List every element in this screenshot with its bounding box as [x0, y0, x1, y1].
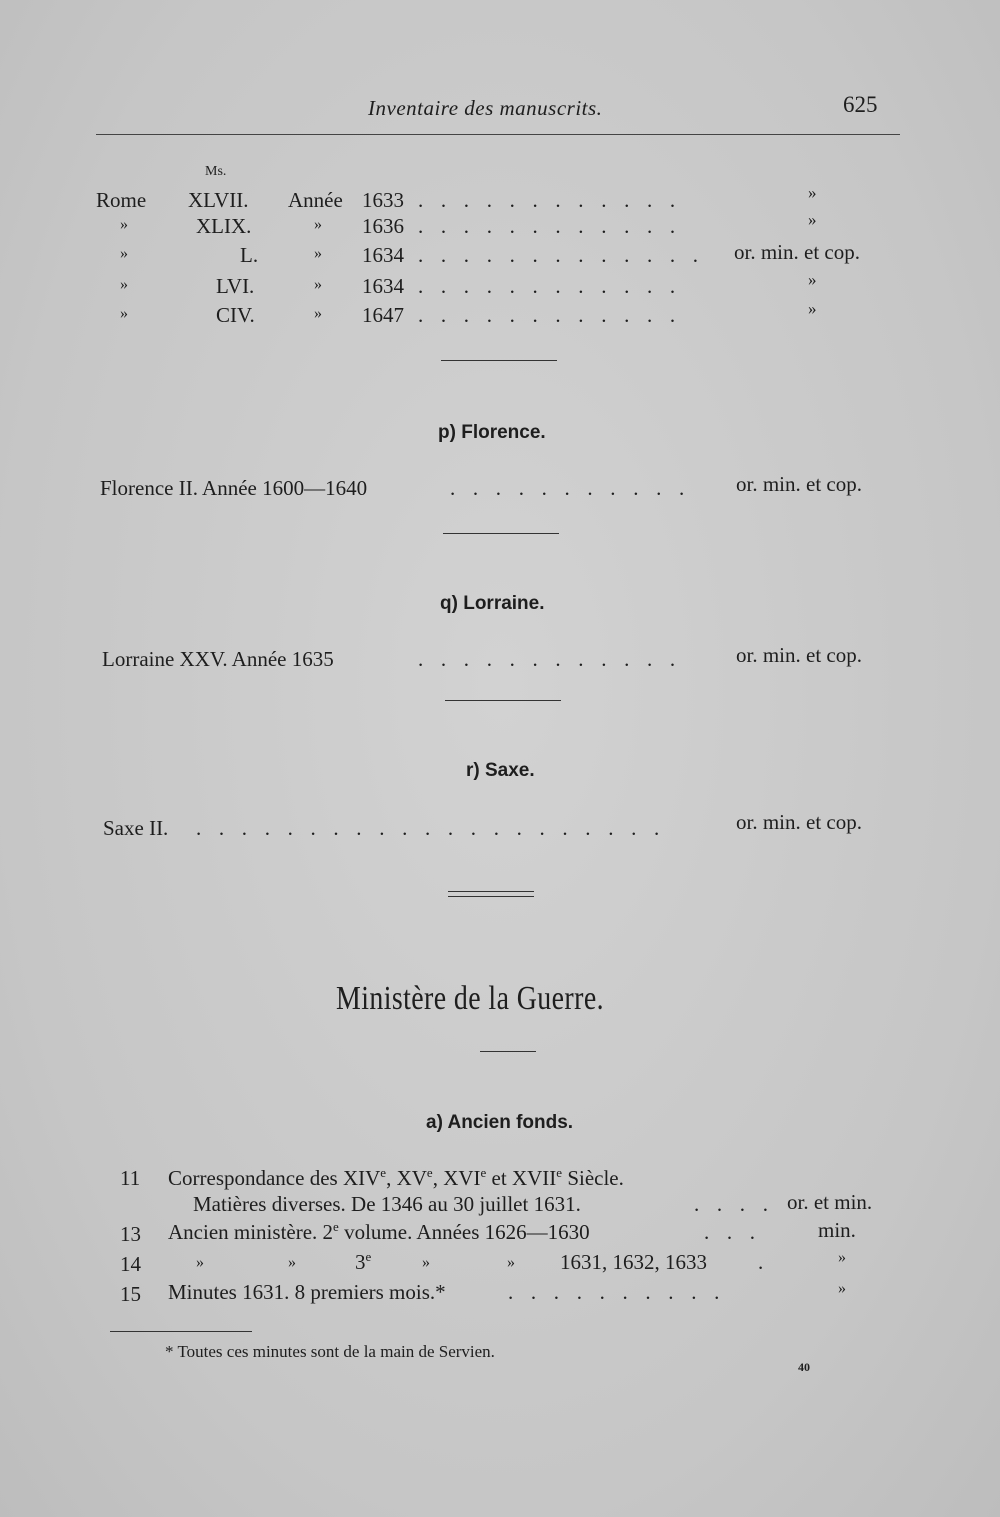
annee: »	[314, 305, 322, 322]
volume: CIV.	[216, 303, 255, 327]
year: 1636	[362, 214, 404, 238]
saxe-note: or. min. et cop.	[736, 810, 862, 834]
chapter-divider	[480, 1051, 536, 1052]
leader-dots: . . . . . . . . . . . .	[418, 303, 682, 327]
leader-dots: . . . . . . . . . . . . . . . . . . . . .	[196, 816, 666, 840]
leader-dots: . . . . . . . . . . . .	[418, 274, 682, 298]
note: or. min. et cop.	[734, 240, 860, 264]
section-divider	[443, 533, 559, 534]
volume: L.	[240, 243, 259, 267]
leader-dots: . . . . . . . . . . . . .	[418, 243, 705, 267]
entry-text: Ancien ministère. 2e volume. Années 1626—1630	[168, 1219, 590, 1244]
year: 1647	[362, 303, 404, 327]
note: »	[808, 270, 817, 289]
annee: »	[314, 276, 322, 293]
year: 1633	[362, 188, 404, 212]
entry-note: »	[838, 1280, 846, 1297]
entry-note: »	[838, 1249, 846, 1266]
volume-number: 3e	[355, 1249, 372, 1274]
year: 1634	[362, 274, 404, 298]
footnote: * Toutes ces minutes sont de la main de Servien.	[165, 1342, 495, 1361]
entry-number: 15	[120, 1282, 141, 1306]
leader-dots: . . . .	[694, 1192, 775, 1216]
footnote-rule	[110, 1331, 252, 1332]
place: »	[120, 245, 128, 262]
section-divider	[445, 700, 561, 701]
entry-years: 1631, 1632, 1633	[560, 1250, 707, 1274]
place: Rome	[96, 188, 147, 212]
leader-dots: .	[758, 1250, 764, 1274]
ditto-mark: »	[196, 1254, 204, 1271]
ditto-mark: »	[288, 1254, 296, 1271]
volume: XLVII.	[188, 188, 249, 212]
annee: »	[314, 216, 322, 233]
leader-dots: . . . . . . . . . . . .	[418, 647, 682, 671]
volume: LVI.	[216, 274, 255, 298]
signature-mark: 40	[798, 1360, 810, 1374]
section-heading-lorraine: q) Lorraine.	[440, 593, 545, 614]
ditto-mark: »	[422, 1254, 430, 1271]
chapter-title: Ministère de la Guerre.	[336, 980, 604, 1017]
leader-dots: . . . . . . . . . . . .	[418, 214, 682, 238]
leader-dots: . . .	[704, 1220, 762, 1244]
florence-entry: Florence II. Année 1600—1640	[100, 476, 368, 500]
year: 1634	[362, 243, 404, 267]
section-heading-ancien-fonds: a) Ancien fonds.	[426, 1112, 574, 1133]
header-rule	[96, 134, 900, 135]
lorraine-entry: Lorraine XXV. Année 1635	[102, 647, 334, 671]
note: »	[808, 299, 817, 318]
entry-note: or. et min.	[787, 1190, 873, 1214]
section-divider	[441, 360, 557, 361]
section-heading-florence: p) Florence.	[438, 422, 546, 443]
entry-note: min.	[818, 1218, 856, 1242]
florence-note: or. min. et cop.	[736, 472, 862, 496]
place: »	[120, 276, 128, 293]
entry-text: Matières diverses. De 1346 au 30 juillet 1631.	[193, 1192, 581, 1216]
note: »	[808, 210, 817, 229]
volume: XLIX.	[196, 214, 252, 238]
entry-number: 13	[120, 1222, 141, 1246]
place: »	[120, 305, 128, 322]
double-rule	[448, 891, 534, 897]
ms-column-label: Ms.	[205, 164, 227, 179]
place: »	[120, 216, 128, 233]
ditto-mark: »	[507, 1254, 515, 1271]
entry-text: Minutes 1631. 8 premiers mois.*	[168, 1280, 446, 1304]
note: »	[808, 183, 817, 202]
saxe-entry: Saxe II.	[103, 816, 169, 840]
lorraine-note: or. min. et cop.	[736, 643, 862, 667]
annee: »	[314, 245, 322, 262]
section-heading-saxe: r) Saxe.	[466, 760, 535, 781]
leader-dots: . . . . . . . . . .	[508, 1280, 726, 1304]
annee: Année	[288, 188, 343, 212]
entry-number: 14	[120, 1252, 141, 1276]
entry-text: Correspondance des XIVe, XVe, XVIe et XVIIe Siècle.	[168, 1165, 624, 1190]
entry-number: 11	[120, 1166, 141, 1190]
running-title: Inventaire des manuscrits.	[368, 96, 603, 120]
leader-dots: . . . . . . . . . . . .	[418, 188, 682, 212]
page-number: 625	[843, 92, 878, 117]
leader-dots: . . . . . . . . . . .	[450, 476, 691, 500]
